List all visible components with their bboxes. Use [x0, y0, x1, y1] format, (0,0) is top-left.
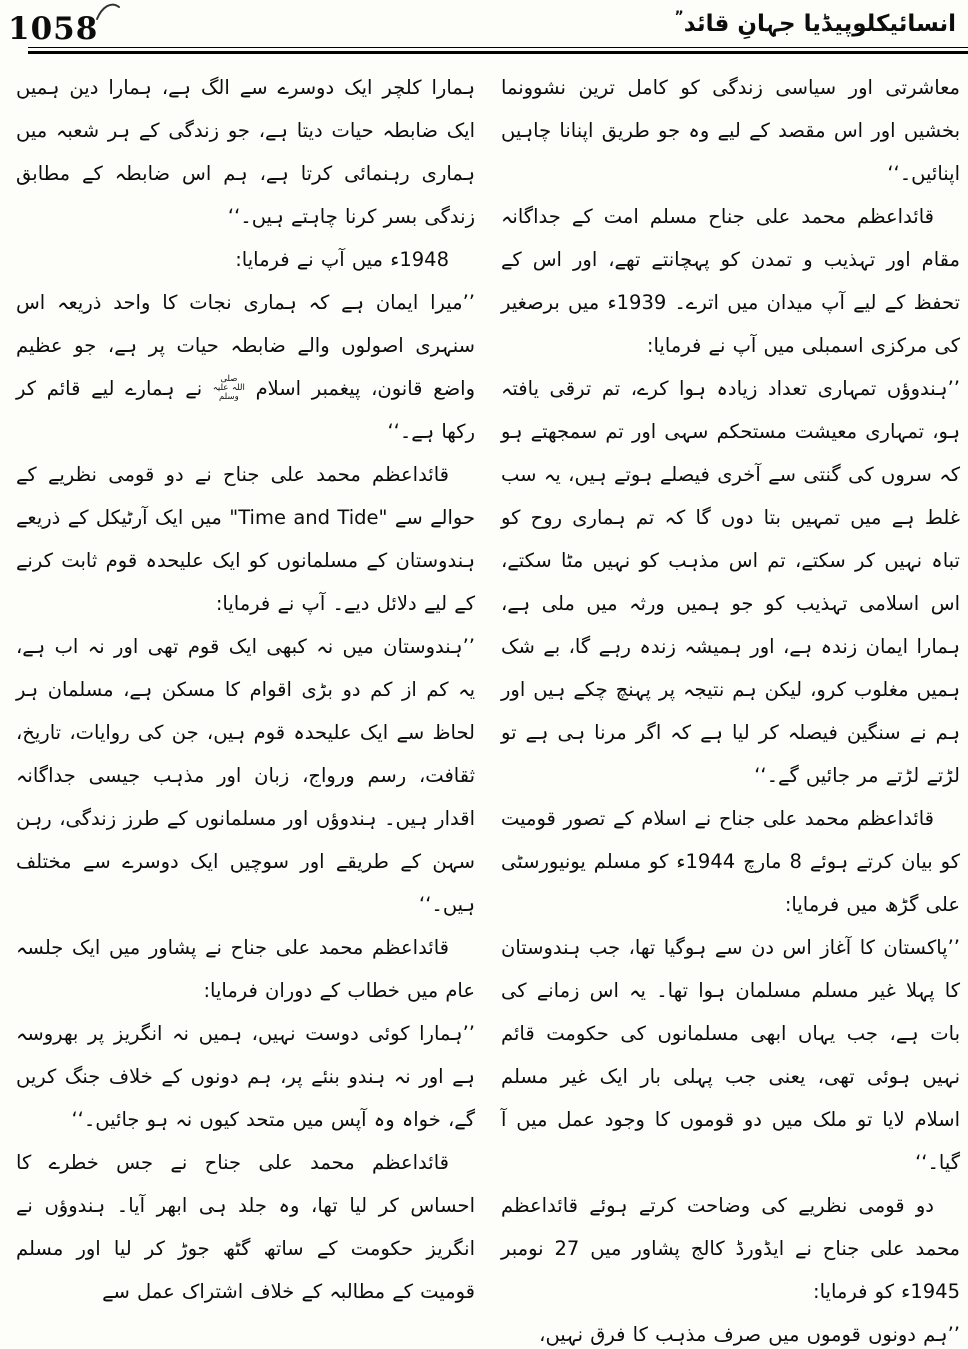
header-rule [28, 47, 968, 54]
body-paragraph: 1948ء میں آپ نے فرمایا: [235, 248, 449, 272]
quote-paragraph: ہمارا کلچر ایک دوسرے سے الگ ہے، ہمارا دین ہمیں ایک ضابطہ حیات دیتا ہے، جو زندگی کے ہر شعبہ میں ہماری رہنمائی کرتا ہے، ہم اس ضابطہ کے مطابق زندگی بسر کرنا چاہتے ہیں۔‘‘ [16, 76, 475, 229]
body-paragraph: قائداعظم محمد علی جناح مسلم امت کے جداگانہ مقام اور تہذیب و تمدن کو پہچانتے تھے، اور اس کے تحفظ کے لیے آپ میدان میں اترے۔ 1939ء میں برصغیر کی مرکزی اسمبلی میں آپ نے فرمایا: [501, 205, 960, 358]
column-right [501, 66, 960, 1349]
body-paragraph: قائداعظم محمد علی جناح نے اسلام کے تصور قومیت کو بیان کرتے ہوئے 8 مارچ 1944ء کو مسلم یونیورسٹی علی گڑھ میں فرمایا: [501, 807, 960, 917]
sallallahu-mark: صلی اللہ علیہ وسلم [212, 374, 245, 403]
quote-paragraph: ’’ہمارا کوئی دوست نہیں، ہمیں نہ انگریز پر بھروسہ ہے اور نہ ہندو بنئے پر، ہم دونوں کے خلاف جنگ کریں گے، خواہ وہ آپس میں متحد کیوں نہ ہو جائیں۔‘‘ [16, 1022, 475, 1132]
body-paragraph: قائداعظم محمد علی جناح نے جس خطرے کا احساس کر لیا تھا، وہ جلد ہی ابھر آیا۔ ہندوؤں نے انگریز حکومت کے ساتھ گٹھ جوڑ کر لیا اور مسلم قومیت کے مطالبہ کے خلاف اشتراک عمل سے [16, 1151, 475, 1304]
scan-artifact-mark [95, 0, 121, 22]
body-paragraph: دو قومی نظریے کی وضاحت کرتے ہوئے قائداعظم محمد علی جناح نے ایڈورڈ کالج پشاور میں 27 نومبر 1945ء کو فرمایا: [501, 1194, 960, 1304]
quote-paragraph: ’’پاکستان کا آغاز اس دن سے ہوگیا تھا، جب ہندوستان کا پہلا غیر مسلم مسلمان ہوا تھا۔ یہ اس زمانے کی بات ہے، جب یہاں ابھی مسلمانوں کی حکومت قائم نہیں ہوئی تھی، یعنی جب پہلی بار ایک غیر مسلم اسلام لایا تو ملک میں دو قوموں کا وجود عمل میں آ گیا۔‘‘ [501, 936, 960, 1175]
quote-paragraph [16, 281, 475, 453]
body-paragraph: قائداعظم محمد علی جناح نے پشاور میں ایک جلسہ عام میں خطاب کے دوران فرمایا: [16, 936, 475, 1003]
book-title-text: انسائیکلوپیڈیا جہانِ قائد [683, 11, 956, 37]
quote-paragraph: معاشرتی اور سیاسی زندگی کو کامل ترین نشوونما بخشیں اور اس مقصد کے لیے وہ جو طریق اپنانا چاہیں اپنائیں۔‘‘ [501, 76, 960, 186]
title-quote-mark: ” [674, 9, 684, 25]
column-left [16, 66, 475, 1349]
quote-paragraph: ’’ہم دونوں قوموں میں صرف مذہب کا فرق نہیں، [539, 1323, 960, 1347]
book-title [674, 4, 958, 40]
body-paragraph: قائداعظم محمد علی جناح نے دو قومی نظریے کے حوالے سے "Time and Tide" میں ایک آرٹیکل کے ذریعے ہندوستان کے مسلمانوں کو ایک علیحدہ قوم ثابت کرنے کے لیے دلائل دیے۔ آپ نے فرمایا: [16, 463, 476, 616]
quote-text-after: نے ہمارے لیے قائم کر رکھا ہے۔‘‘ [16, 377, 475, 444]
two-column-text-area [0, 54, 968, 1349]
quote-paragraph: ’’ہندوستان میں نہ کبھی ایک قوم تھی اور نہ اب ہے، یہ کم از کم دو بڑی اقوام کا مسکن ہے، مسلمان ہر لحاظ سے ایک علیحدہ قوم ہیں، جن کی روایات، تاریخ، ثقافت، رسم ورواج، زبان اور مذہب جیسی جداگانہ اقدار ہیں۔ ہندوؤں اور مسلمانوں کے طرز زندگی، رہن سہن کے طریقے اور سوچیں ایک دوسرے سے مختلف ہیں۔‘‘ [16, 635, 475, 917]
page-number: 1058 [8, 11, 99, 47]
quote-text-before: ’’میرا ایمان ہے کہ ہماری نجات کا واحد ذریعہ اس سنہری اصولوں والے ضابطہ حیات پر ہے، جو عظیم واضع قانون، پیغمبر اسلام [16, 291, 475, 401]
page-header [0, 0, 968, 46]
quote-paragraph: ’’ہندوؤں تمہاری تعداد زیادہ ہوا کرے، تم ترقی یافتہ ہو، تمہاری معیشت مستحکم سہی اور تم سمجھتے ہو کہ سروں کی گنتی سے آخری فیصلے ہوتے ہیں، یہ سب غلط ہے میں تمہیں بتا دوں گا کہ تم ہماری روح کو تباہ نہیں کر سکتے، تم اس مذہب کو نہیں مٹا سکتے، اس اسلامی تہذیب کو جو ہمیں ورثہ میں ملی ہے، ہمارا ایمان زندہ ہے، اور ہمیشہ زندہ رہے گا، بے شک ہمیں مغلوب کرو، لیکن ہم نتیجہ پر پہنچ چکے ہیں اور ہم نے سنگین فیصلہ کر لیا ہے کہ اگر مرنا ہی ہے تو لڑتے لڑتے مر جائیں گے۔‘‘ [501, 377, 960, 788]
